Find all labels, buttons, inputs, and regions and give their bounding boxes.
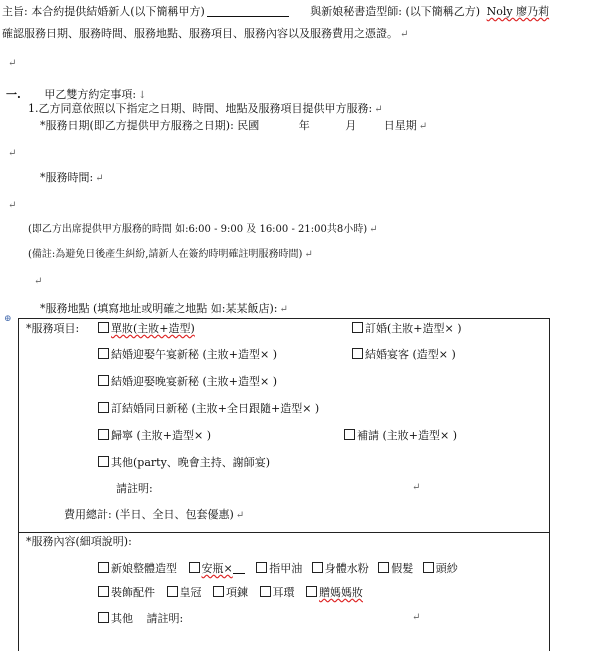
wedding-morning-checkbox[interactable] bbox=[98, 348, 109, 359]
makeup-photos-label: 補請 (主妝+造型× ) bbox=[357, 429, 458, 442]
other-checkbox[interactable] bbox=[98, 456, 109, 467]
section-heading bbox=[6, 88, 146, 103]
bridal-styling-label: 新娘整體造型 bbox=[111, 562, 177, 575]
body-powder-label: 身體水粉 bbox=[324, 562, 369, 575]
paragraph-mark-icon: ↵ bbox=[418, 121, 428, 132]
wedding-evening-label: 結婚迎娶晚宴新秘 (主妝+造型× ) bbox=[111, 375, 278, 388]
wedding-banquet-label: 結婚宴客 (造型× ) bbox=[365, 348, 456, 361]
option-makeup[interactable] bbox=[98, 322, 195, 336]
option-body-powder[interactable] bbox=[312, 562, 369, 575]
location-line bbox=[40, 302, 288, 317]
return-banquet-label: 歸寧 (主妝+造型× ) bbox=[111, 429, 212, 442]
date-year-label: 年 bbox=[298, 119, 310, 132]
content-row-3 bbox=[98, 612, 183, 626]
content-row-2 bbox=[98, 586, 363, 600]
nail-polish-checkbox[interactable] bbox=[256, 562, 267, 573]
confirmation-line bbox=[2, 27, 408, 42]
paragraph-mark-icon: ↵ bbox=[95, 173, 104, 184]
hair-accessory-label: 安瓶× bbox=[201, 562, 233, 575]
earrings-checkbox[interactable] bbox=[260, 586, 271, 597]
other-label: 其他(party、晚會主持、謝師宴) bbox=[111, 456, 271, 469]
confirmation-text: 確認服務日期、服務時間、服務地點、服務項目、服務內容以及服務費用之憑證。 bbox=[2, 27, 398, 40]
fee-label: 費用總計: (半日、全日、包套優惠) bbox=[64, 508, 234, 521]
engagement-label: 訂婚(主妝+造型× ) bbox=[365, 322, 462, 335]
option-nail-polish[interactable] bbox=[256, 562, 302, 575]
option-necklace[interactable] bbox=[213, 586, 248, 599]
hair-accessory-blank[interactable] bbox=[233, 561, 245, 574]
paragraph-mark-icon: ↵ bbox=[279, 304, 288, 315]
location-label: *服務地點 (填寫地址或明確之地點 如:某某飯店): bbox=[40, 302, 278, 315]
necklace-label: 項鍊 bbox=[226, 586, 248, 599]
mother-makeup-label: 贈媽媽妝 bbox=[319, 586, 363, 599]
section-number: 一. bbox=[6, 88, 21, 101]
time-note-line bbox=[28, 223, 377, 237]
paragraph-mark-icon: ↵ bbox=[304, 249, 313, 260]
body-powder-checkbox[interactable] bbox=[312, 562, 323, 573]
remark-text: (備註:為避免日後產生糾紛,請新人在簽約時明確註明服務時間) bbox=[28, 249, 303, 260]
table-anchor-icon: ⊕ bbox=[4, 314, 12, 324]
bridal-styling-checkbox[interactable] bbox=[98, 562, 109, 573]
option-wedding-evening[interactable] bbox=[98, 375, 277, 389]
paragraph-mark-icon: ↵ bbox=[8, 200, 17, 211]
date-month-label: 月 bbox=[345, 119, 357, 132]
content-other-label: 其他 bbox=[111, 612, 133, 625]
crown-label: 皇冠 bbox=[179, 586, 202, 599]
paragraph-mark-icon: ↵ bbox=[400, 29, 409, 40]
option-mother-makeup[interactable] bbox=[306, 586, 363, 599]
option-same-day[interactable] bbox=[98, 402, 319, 416]
paragraph-mark-icon: ↵ bbox=[412, 482, 421, 493]
paragraph-mark-icon: ↵ bbox=[8, 58, 17, 69]
service-date-line bbox=[40, 119, 427, 134]
paragraph-mark-icon: ↵ bbox=[412, 612, 421, 623]
option-makeup-photos[interactable] bbox=[344, 429, 457, 443]
option-return-banquet[interactable] bbox=[98, 429, 211, 443]
content-other-checkbox[interactable] bbox=[98, 612, 109, 623]
fee-line bbox=[64, 508, 244, 523]
option-wedding-banquet[interactable] bbox=[352, 348, 456, 362]
makeup-photos-checkbox[interactable] bbox=[344, 429, 355, 440]
hair-accessory-checkbox[interactable] bbox=[189, 562, 200, 573]
note-line bbox=[116, 482, 153, 496]
same-day-label: 訂結婚同日新秘 (主妝+全日跟隨+造型× ) bbox=[111, 402, 320, 415]
paragraph-mark-icon: ↵ bbox=[235, 510, 245, 521]
content-row-1 bbox=[98, 561, 458, 576]
accessories-checkbox[interactable] bbox=[98, 586, 109, 597]
item-1-text: 1.乙方同意依照以下指定之日期、時間、地點及服務項目提供甲方服務: bbox=[28, 102, 373, 115]
mother-makeup-checkbox[interactable] bbox=[306, 586, 317, 597]
option-earrings[interactable] bbox=[260, 586, 295, 599]
option-content-other[interactable] bbox=[98, 612, 133, 625]
necklace-checkbox[interactable] bbox=[213, 586, 224, 597]
client-name-blank[interactable] bbox=[207, 4, 289, 17]
date-day-label: 日星期 bbox=[383, 119, 417, 132]
wedding-evening-checkbox[interactable] bbox=[98, 375, 109, 386]
return-banquet-checkbox[interactable] bbox=[98, 429, 109, 440]
makeup-label: 單妝(主妝+造型) bbox=[111, 322, 195, 335]
option-accessories[interactable] bbox=[98, 586, 155, 599]
service-time-label: *服務時間: bbox=[40, 171, 94, 184]
subject-line bbox=[2, 4, 549, 19]
paragraph-mark-icon: ↵ bbox=[369, 224, 378, 235]
remark-line bbox=[28, 248, 313, 262]
makeup-checkbox[interactable] bbox=[98, 322, 109, 333]
subject-text: 主旨: 本合約提供結婚新人(以下簡稱甲方) bbox=[2, 5, 205, 18]
paragraph-mark-icon: ↵ bbox=[34, 276, 43, 287]
option-wedding-morning[interactable] bbox=[98, 348, 277, 362]
option-false-hair[interactable] bbox=[378, 562, 413, 575]
stylist-intro: 與新娘秘書造型師: (以下簡稱乙方) bbox=[310, 5, 481, 18]
accessories-label: 裝飾配件 bbox=[111, 586, 155, 599]
content-note-label: 請註明: bbox=[146, 612, 184, 625]
option-bridal-styling[interactable] bbox=[98, 562, 177, 575]
service-time-line bbox=[40, 171, 104, 186]
same-day-checkbox[interactable] bbox=[98, 402, 109, 413]
item-1 bbox=[28, 102, 383, 117]
veil-label: 頭紗 bbox=[435, 562, 458, 575]
crown-checkbox[interactable] bbox=[167, 586, 178, 597]
note-label: 請註明: bbox=[116, 482, 153, 495]
option-crown[interactable] bbox=[167, 586, 202, 599]
earrings-label: 耳環 bbox=[272, 586, 295, 599]
option-hair-accessory[interactable] bbox=[189, 562, 245, 575]
section-title: 甲乙雙方約定事項: bbox=[44, 88, 137, 101]
false-hair-checkbox[interactable] bbox=[378, 562, 389, 573]
option-veil[interactable] bbox=[423, 562, 458, 575]
stylist-name: Noly 廖乃莉 bbox=[486, 5, 550, 18]
veil-checkbox[interactable] bbox=[423, 562, 434, 573]
nail-polish-label: 指甲油 bbox=[269, 562, 303, 575]
service-content-title: *服務內容(細項說明): bbox=[26, 535, 132, 548]
service-date-label: *服務日期(即乙方提供甲方服務之日期): 民國 bbox=[40, 119, 260, 132]
option-engagement[interactable] bbox=[352, 322, 462, 336]
paragraph-mark-icon: ↓ bbox=[138, 90, 147, 101]
option-other[interactable] bbox=[98, 456, 270, 470]
engagement-checkbox[interactable] bbox=[352, 322, 363, 333]
service-items-title: *服務項目: bbox=[26, 322, 80, 335]
wedding-banquet-checkbox[interactable] bbox=[352, 348, 363, 359]
false-hair-label: 假髮 bbox=[391, 562, 414, 575]
time-note-text: (即乙方出席提供甲方服務的時間 如:6:00 - 9:00 及 16:00 - 21:00共8小時) bbox=[28, 224, 368, 235]
paragraph-mark-icon: ↵ bbox=[8, 148, 17, 159]
paragraph-mark-icon: ↵ bbox=[374, 104, 383, 115]
wedding-morning-label: 結婚迎娶午宴新秘 (主妝+造型× ) bbox=[111, 348, 278, 361]
